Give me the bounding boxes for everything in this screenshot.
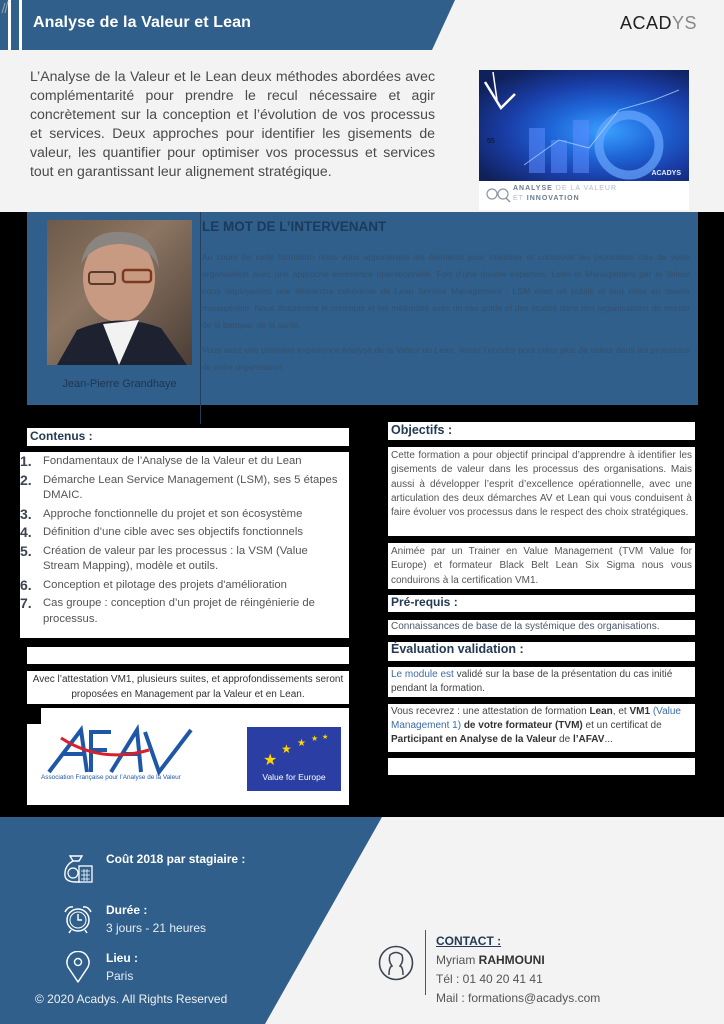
place-label: Lieu : <box>106 951 138 965</box>
svg-text:★: ★ <box>281 742 292 756</box>
evaluation-text-rest: validé sur la base de la présentation du cas initié pendant la formation. <box>391 669 673 694</box>
user-avatar-icon <box>378 945 414 981</box>
item-text: Conception et pilotage des projets d'amélioration <box>43 578 287 591</box>
recv-part: de <box>556 734 573 745</box>
recv-part: , et <box>612 706 630 717</box>
page-title: Analyse de la Valeur et Lean <box>33 14 252 31</box>
caption-light-2: ET <box>513 195 527 202</box>
acadys-logo <box>620 13 697 34</box>
afav-caption: Association Française pour l’Analyse de la Valeur <box>41 774 181 781</box>
logos-notch <box>27 708 41 724</box>
list-item <box>20 525 349 541</box>
person-portrait-icon <box>47 220 192 365</box>
contact-title: CONTACT : <box>436 934 502 948</box>
header-band <box>0 0 724 50</box>
item-number: 5. <box>20 542 32 559</box>
logo-tail-text: YS <box>671 13 697 33</box>
duration-row <box>62 903 206 935</box>
caption-light-1: DE LA VALEUR <box>552 185 618 192</box>
svg-text:★: ★ <box>297 738 306 749</box>
prerequis-title: Pré-requis : <box>388 595 695 612</box>
place-row <box>62 951 138 983</box>
item-number: 1. <box>20 453 32 469</box>
money-bag-icon <box>62 852 94 884</box>
intervenant-text <box>202 249 690 376</box>
cost-label: Coût 2018 par stagiaire : <box>106 852 246 866</box>
promo-caption <box>483 184 687 208</box>
evaluation-text <box>388 667 695 697</box>
partner-logos <box>27 708 349 805</box>
promo-image-logo: ACADYS <box>651 170 681 177</box>
promo-image-tag: 55 <box>487 138 495 145</box>
place-value: Paris <box>106 969 134 983</box>
contact-details <box>436 932 600 1008</box>
contact-divider <box>425 930 426 995</box>
list-item <box>20 473 349 504</box>
recv-formateur: de votre formateur (TVM) <box>463 720 583 731</box>
item-text: Approche fonctionnelle du projet et son écosystème <box>43 507 303 520</box>
contact-last-name: RAHMOUNI <box>478 953 545 967</box>
top-area <box>0 0 724 212</box>
caption-bold-2: INNOVATION <box>526 195 580 202</box>
svg-text:★: ★ <box>311 734 319 743</box>
item-text: Création de valeur par les processus : la VSM (Value Stream Mapping), modèle et outils. <box>43 544 308 572</box>
acadys-logo-mark-icon <box>0 0 10 14</box>
caption-bold-1: ANALYSE <box>513 185 553 192</box>
list-item <box>20 544 349 575</box>
intervenant-section <box>27 212 698 405</box>
objectifs-text: Cette formation a pour objectif principal d’apprendre à identifier les gisements de valeur dans les processus des organisations. Mais aussi à développer l’esprit d’excellence opérationnelle, avec une articulation des deux démarches AV et Lean qui vous conduisent à faire évoluer vos processus dans le respect des choix stratégiques. <box>388 447 695 536</box>
bulb-search-icon <box>485 185 511 205</box>
item-text: Définition d’une cible avec ses objectifs fonctionnels <box>43 526 303 538</box>
promo-caption-line-1 <box>513 185 617 192</box>
alarm-clock-icon <box>62 903 94 935</box>
recv-lean: Lean <box>589 706 613 717</box>
recv-part: et un certificat de <box>582 720 662 731</box>
attestation-note: Avec l’attestation VM1, plusieurs suites, et approfondissements seront proposées en Management par la Valeur et en Lean. <box>27 671 349 704</box>
item-text: Cas groupe : conception d’un projet de réingénierie de processus. <box>43 597 315 625</box>
intervenant-photo <box>47 220 192 365</box>
stars-icon <box>247 731 341 771</box>
svg-text:★: ★ <box>263 752 278 769</box>
cost-info <box>106 852 245 884</box>
intervenant-paragraph-1: Au cours de cette formation nous vous apporterons les éléments pour maîtriser et concevoir les processus clés de votre organisation avec une approche excellence opérationnelle. Fort d’une double expertise, Lean et Management par la Valeur nous déployerons une démarche cohérente de Lean Service Management : LSM avec un public et leur mise en œuvre managériale. Nous illustrerons le concepts et les méthodes avec un cas guide et des études dans des organisations du monde de la banque, de la santé. <box>202 252 690 330</box>
intro-paragraph: L’Analyse de la Valeur et le Lean deux méthodes abordées avec complémentarité pour prendre le recul nécessaire et agir concrètement sur la conception et l’évolution de vos processus et services. Deux approches pour identifier les gisements de valeur, les quantifier pour optimiser vos processus et services tout en garantissant leur alignement stratégique. <box>30 68 435 179</box>
recv-part: (Value Management 1) <box>391 706 681 731</box>
contenus-title: Contenus : <box>27 428 349 446</box>
promo-graphic <box>479 70 689 181</box>
intervenant-divider <box>200 212 201 424</box>
evaluation-title: Évaluation validation : <box>388 642 695 661</box>
animation-text: Animée par un Trainer en Value Management (TVM Value for Europe) et formateur Black Belt Lean Six Sigma nous vous conduirons à la certification VM1. <box>388 543 695 589</box>
list-item <box>20 454 349 470</box>
item-number: 2. <box>20 471 32 488</box>
item-text: Démarche Lean Service Management (LSM), ses 5 étapes DMAIC. <box>43 473 338 501</box>
duration-info <box>106 903 206 935</box>
list-item <box>20 578 349 594</box>
contact-mail[interactable]: Mail : formations@acadys.com <box>436 991 601 1005</box>
cost-row <box>62 852 245 884</box>
certification-text <box>388 704 695 752</box>
list-item <box>20 507 349 523</box>
svg-text:★: ★ <box>322 734 329 741</box>
recv-part: Vous recevrez : une attestation de formation <box>391 706 590 717</box>
evaluation-text-lead: Le module est <box>391 669 454 680</box>
contact-name <box>436 951 600 970</box>
promo-banner <box>479 70 689 210</box>
contact-first-name: Myriam <box>436 953 479 967</box>
item-number: 6. <box>20 576 32 593</box>
duration-label: Durée : <box>106 903 148 917</box>
logo-main-text: ACAD <box>619 13 672 33</box>
intervenant-name: Jean-Pierre Grandhaye <box>62 378 177 390</box>
list-item <box>20 596 349 627</box>
location-pin-icon <box>62 951 94 983</box>
intervenant-heading: LE MOT DE L’INTERVENANT <box>202 219 387 234</box>
item-text: Fondamentaux de l’Analyse de la Valeur et du Lean <box>43 455 302 467</box>
footer <box>0 817 724 1024</box>
duration-value: 3 jours - 21 heures <box>106 921 207 935</box>
recv-part: ... <box>604 734 613 745</box>
recv-participant: Participant en Analyse de la Valeur <box>391 734 557 745</box>
objectifs-title: Objectifs : <box>388 422 695 440</box>
value-for-europe-logo <box>247 727 341 791</box>
contact-phone[interactable]: Tél : 01 40 20 41 41 <box>436 972 543 986</box>
contenus-list <box>20 452 349 638</box>
copyright: © 2020 Acadys. All Rights Reserved <box>35 992 228 1006</box>
item-number: 4. <box>20 524 32 540</box>
blank-box <box>388 758 695 775</box>
place-info <box>106 951 138 983</box>
promo-image <box>479 70 689 181</box>
intervenant-paragraph-2: Vous avez une première expérience Analyse de la Valeur ou Lean, venez l’enrichir pour créer plus de valeur dans les processus de votre organisation. <box>202 345 690 372</box>
recv-afav: l’AFAV <box>572 734 605 745</box>
item-number: 7. <box>20 595 32 611</box>
value-for-europe-label: Value for Europe <box>262 772 326 782</box>
promo-caption-line-2 <box>513 195 580 202</box>
item-number: 3. <box>20 505 32 522</box>
recv-vm1: VM1 <box>629 706 651 717</box>
prerequis-text: Connaissances de base de la systémique des organisations. <box>388 620 695 635</box>
blank-box <box>27 647 349 664</box>
